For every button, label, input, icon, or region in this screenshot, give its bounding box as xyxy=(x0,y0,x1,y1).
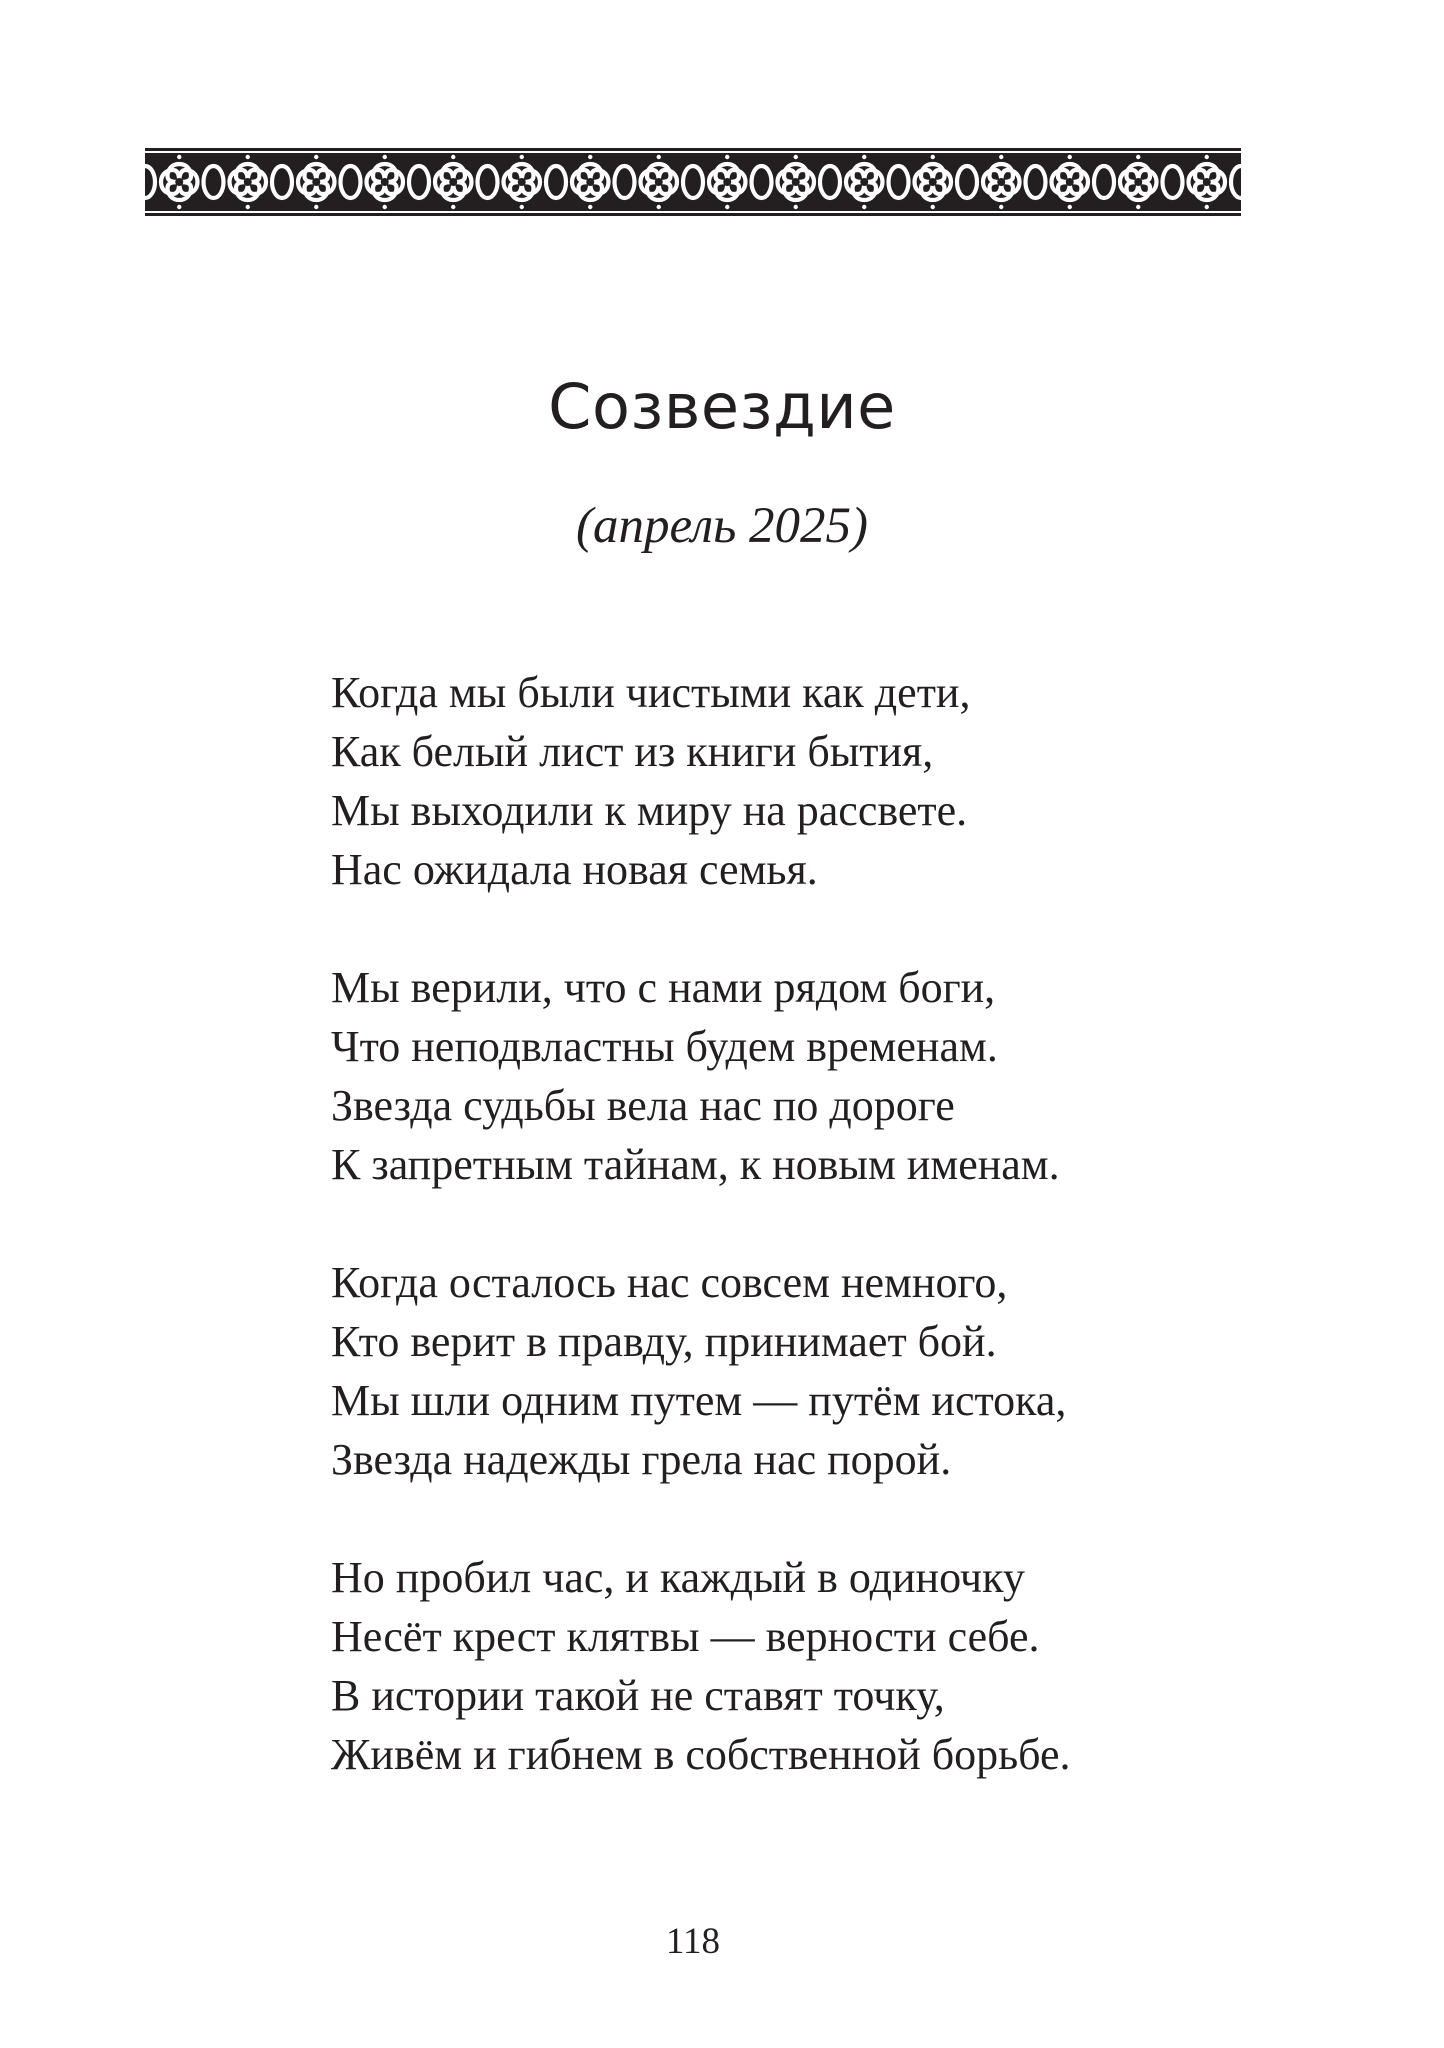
poem-title: Созвездие xyxy=(548,370,896,443)
poem-line: Но пробил час, и каждый в одиночку xyxy=(331,1553,1025,1602)
stanza-4 xyxy=(331,1548,1071,1784)
stanza-2 xyxy=(331,958,1071,1194)
poem-line: Несёт крест клятвы — верности себе. xyxy=(331,1612,1040,1661)
poem-line: Мы выходили к миру на рассвете. xyxy=(331,786,968,835)
poem-line: Как белый лист из книги бытия, xyxy=(331,727,934,776)
poem-line: Когда осталось нас совсем немного, xyxy=(331,1258,1008,1307)
poem-line: Звезда судьбы вела нас по дороге xyxy=(331,1081,955,1130)
poem-date: (апрель 2025) xyxy=(575,498,869,554)
poem-line: Мы верили, что с нами рядом боги, xyxy=(331,963,996,1012)
stanza-3 xyxy=(331,1253,1071,1489)
poem-line: В истории такой не ставят точку, xyxy=(331,1671,945,1720)
stanza-1 xyxy=(331,663,1071,899)
poem-line: Кто верит в правду, принимает бой. xyxy=(331,1317,997,1366)
decorative-border-ornament xyxy=(145,148,1241,216)
poem-line: Звезда надежды грела нас порой. xyxy=(331,1435,952,1484)
page-number: 118 xyxy=(665,1921,721,1962)
poem-line: Живём и гибнем в собственной борьбе. xyxy=(331,1730,1071,1779)
poem-line: Мы шли одним путем — путём истока, xyxy=(331,1376,1067,1425)
poem-line: Что неподвластны будем временам. xyxy=(331,1022,998,1071)
poem-line: Нас ожидала новая семья. xyxy=(331,845,818,894)
poem-line: К запретным тайнам, к новым именам. xyxy=(331,1140,1060,1189)
poem-body xyxy=(331,663,1071,1843)
ornament-border-icon xyxy=(145,148,1241,216)
poem-line: Когда мы были чистыми как дети, xyxy=(331,668,971,717)
